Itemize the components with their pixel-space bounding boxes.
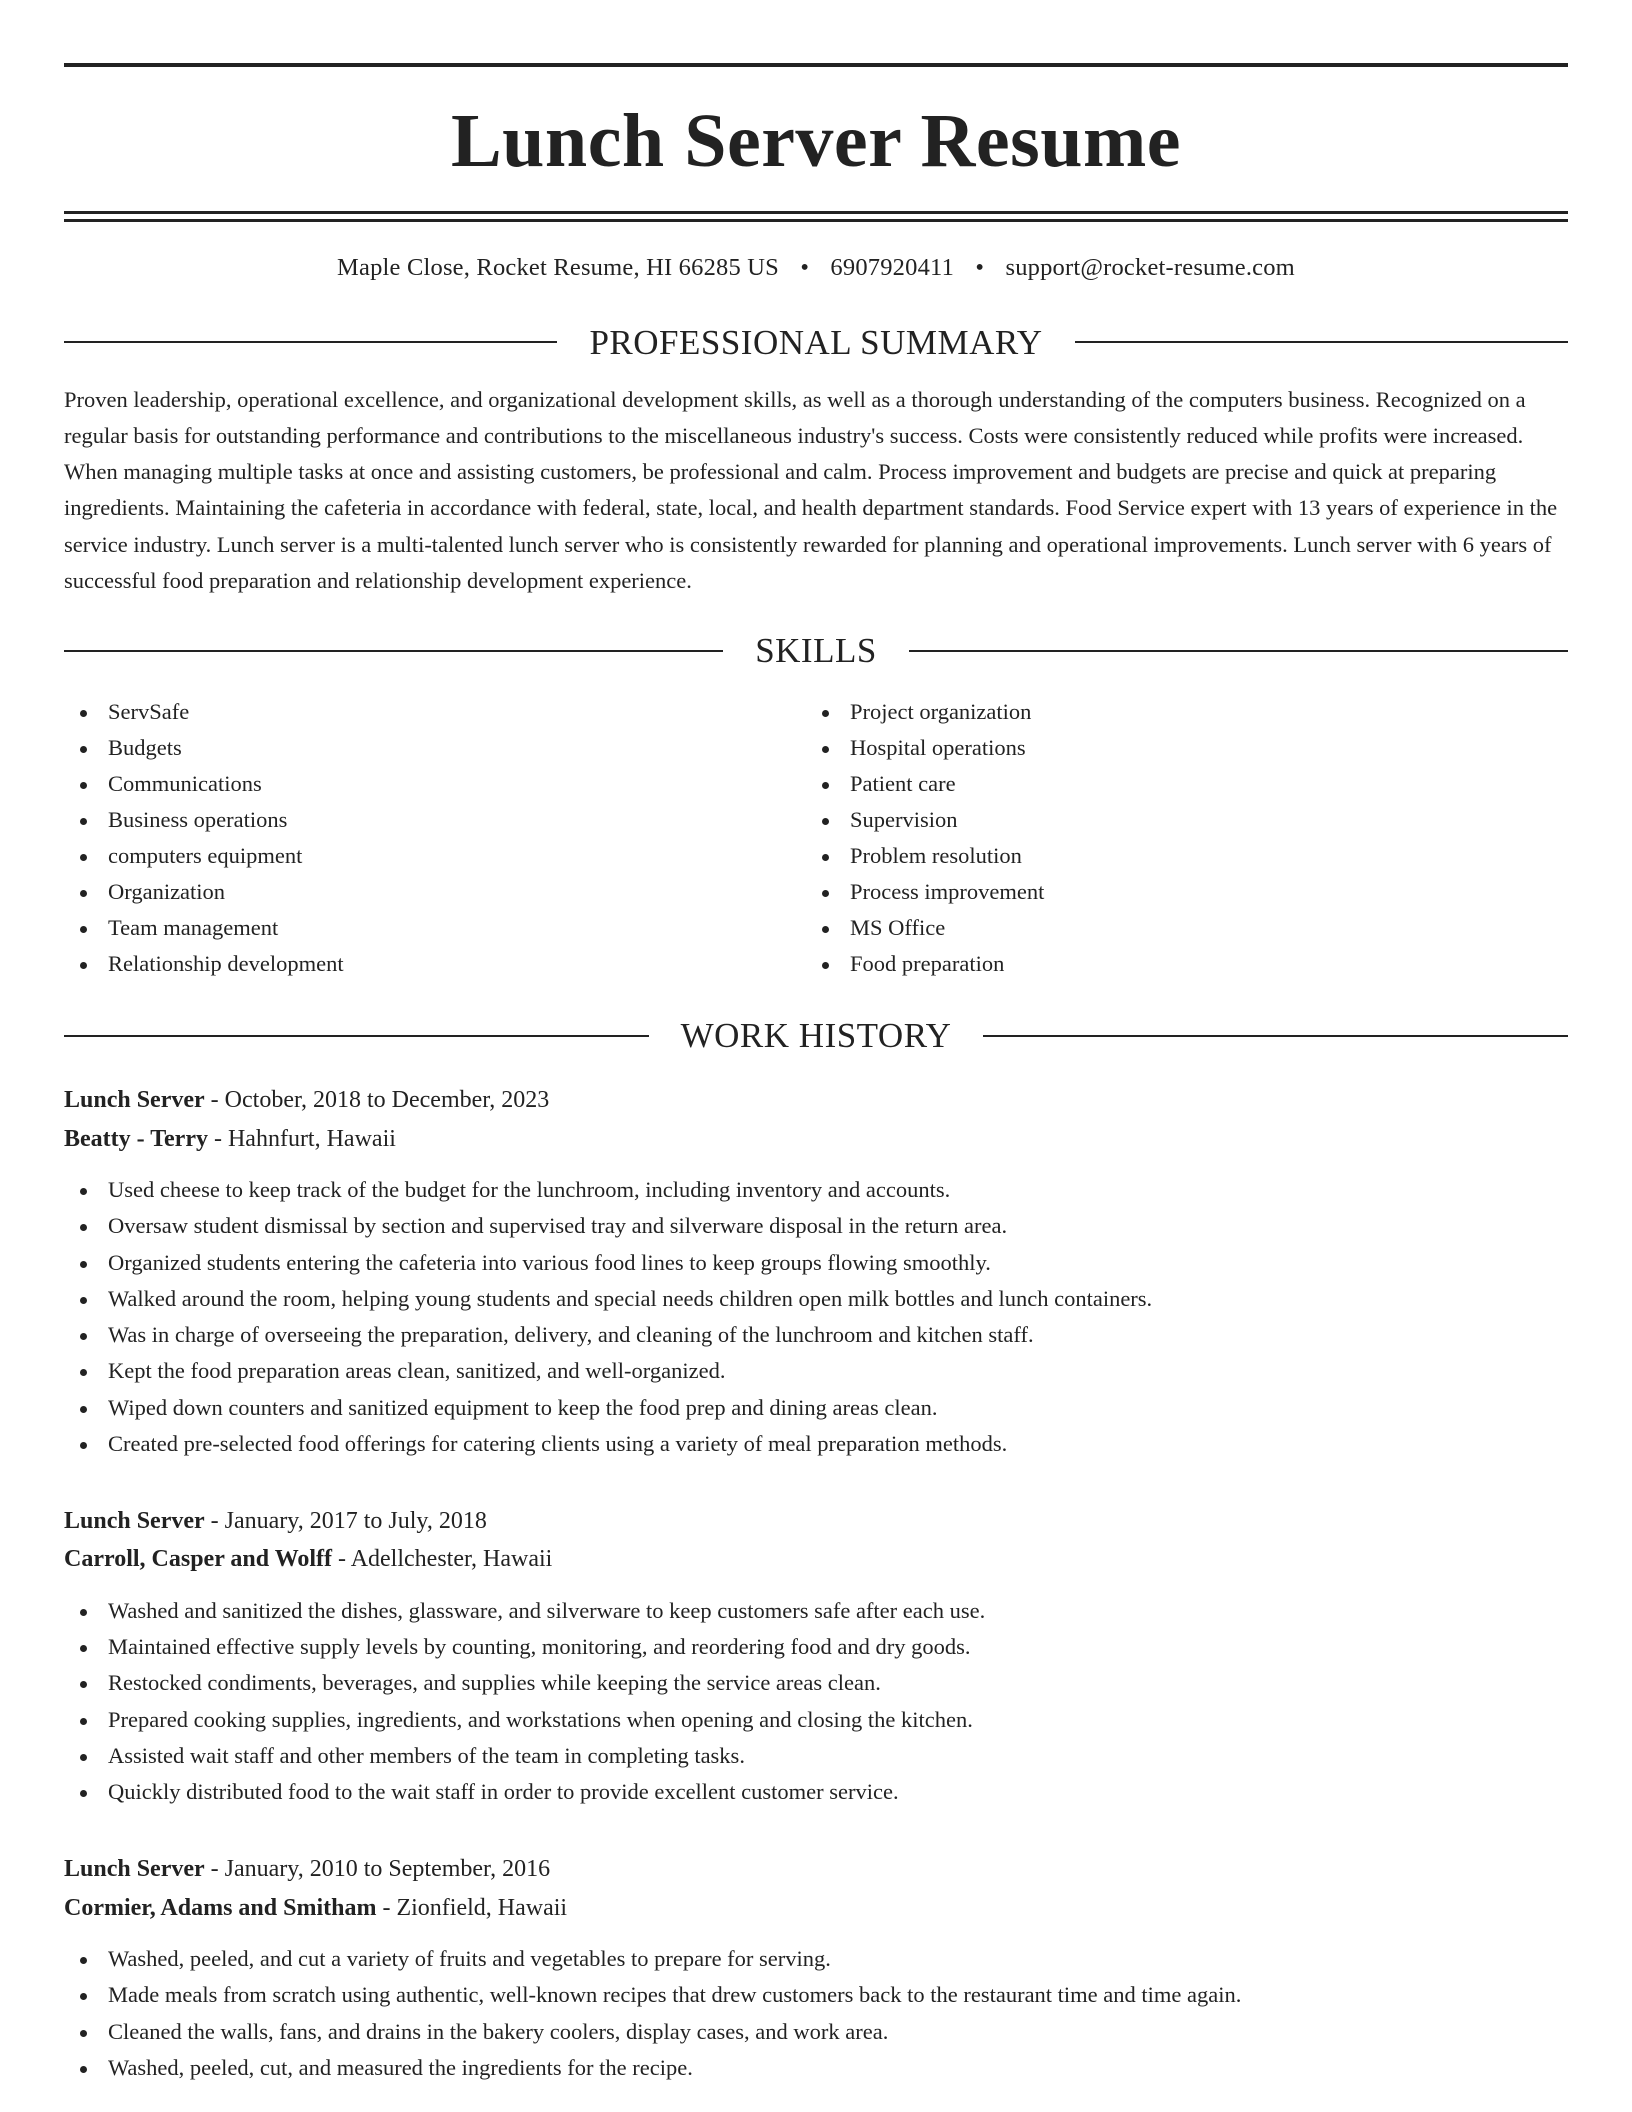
skills-list [64, 694, 1568, 982]
job-entry [64, 1081, 1568, 1462]
title-double-rule [64, 211, 1568, 222]
job-bullet: Washed, peeled, and cut a variety of fruits and vegetables to prepare for serving. [64, 1941, 1568, 1977]
heading-rule [909, 650, 1568, 652]
job-dates: - October, 2018 to December, 2023 [204, 1087, 550, 1114]
summary-heading-label: PROFESSIONAL SUMMARY [589, 322, 1043, 362]
skill-item: Communications [64, 766, 806, 802]
job-title: Lunch Server [64, 1856, 205, 1883]
job-title-line [64, 1502, 1568, 1541]
job-bullet: Washed, peeled, cut, and measured the ingredients for the recipe. [64, 2050, 1568, 2086]
job-bullet: Washed and sanitized the dishes, glassware, and silverware to keep customers safe after each use. [64, 1593, 1568, 1629]
skill-item: Hospital operations [806, 730, 1548, 766]
contact-email: support@rocket-resume.com [1005, 254, 1295, 281]
job-bullet: Used cheese to keep track of the budget for the lunchroom, including inventory and accounts. [64, 1172, 1568, 1208]
job-dates: - January, 2010 to September, 2016 [204, 1856, 551, 1883]
summary-heading [64, 322, 1568, 362]
skill-item: Relationship development [64, 946, 806, 982]
skill-item: Process improvement [806, 874, 1548, 910]
job-bullets [64, 1941, 1568, 2086]
skills-heading [64, 631, 1568, 671]
job-bullet: Kept the food preparation areas clean, sanitized, and well-organized. [64, 1353, 1568, 1389]
job-entry [64, 1502, 1568, 1810]
job-bullet: Cleaned the walls, fans, and drains in the bakery coolers, display cases, and work area. [64, 2014, 1568, 2050]
skill-item: ServSafe [64, 694, 806, 730]
skills-column-right [806, 694, 1548, 982]
skill-item: MS Office [806, 910, 1548, 946]
heading-rule [64, 650, 723, 652]
job-company-line [64, 1540, 1568, 1579]
job-title: Lunch Server [64, 1087, 205, 1114]
job-bullet: Prepared cooking supplies, ingredients, and workstations when opening and closing the kitchen. [64, 1702, 1568, 1738]
contact-line [64, 256, 1568, 281]
contact-phone: 6907920411 [830, 254, 955, 281]
job-title: Lunch Server [64, 1507, 205, 1534]
skills-heading-label: SKILLS [755, 631, 877, 671]
skill-item: Problem resolution [806, 838, 1548, 874]
skill-item: Project organization [806, 694, 1548, 730]
summary-text: Proven leadership, operational excellence, and organizational development skills, as well as a thorough understanding of the computers business. Recognized on a regular basis for outstanding performance and contributions to the miscellaneous industry's success. Costs were consistently reduced while profits were increased. When managing multiple tasks at once and assisting customers, be professional and calm. Process improvement and budgets are precise and quick at preparing ingredients. Maintaining the cafeteria in accordance with federal, state, local, and health department standards. Food Service expert with 13 years of experience in the service industry. Lunch server is a multi-talented lunch server who is consistently rewarded for planning and operational improvements. Lunch server with 6 years of successful food preparation and relationship development experience. [64, 386, 1558, 593]
job-bullet: Maintained effective supply levels by counting, monitoring, and reordering food and dry goods. [64, 1629, 1568, 1665]
work-heading-label: WORK HISTORY [680, 1016, 952, 1056]
skill-item: Patient care [806, 766, 1548, 802]
job-company: Cormier, Adams and Smitham [64, 1894, 377, 1921]
skill-item: Business operations [64, 802, 806, 838]
skill-item: Team management [64, 910, 806, 946]
job-bullet: Was in charge of overseeing the preparation, delivery, and cleaning of the lunchroom and kitchen staff. [64, 1317, 1568, 1353]
job-company: Carroll, Casper and Wolff [64, 1546, 333, 1573]
job-entry [64, 1850, 1568, 2086]
job-bullet: Assisted wait staff and other members of the team in completing tasks. [64, 1738, 1568, 1774]
job-bullet: Organized students entering the cafeteria into various food lines to keep groups flowing smoothly. [64, 1245, 1568, 1281]
job-location: - Hahnfurt, Hawaii [207, 1125, 396, 1152]
job-company: Beatty - Terry [64, 1125, 208, 1152]
work-heading [64, 1016, 1568, 1056]
job-title-line [64, 1081, 1568, 1120]
heading-rule [64, 341, 557, 343]
skill-item: Budgets [64, 730, 806, 766]
contact-address: Maple Close, Rocket Resume, HI 66285 US [337, 254, 779, 281]
heading-rule [1075, 341, 1568, 343]
resume-title: Lunch Server Resume [450, 99, 1182, 183]
job-bullets [64, 1172, 1568, 1462]
job-location: - Adellchester, Hawaii [332, 1546, 553, 1573]
heading-rule [983, 1035, 1568, 1037]
job-bullet: Oversaw student dismissal by section and supervised tray and silverware disposal in the return area. [64, 1208, 1568, 1244]
job-company-line [64, 1120, 1568, 1159]
job-bullet: Created pre-selected food offerings for catering clients using a variety of meal preparation methods. [64, 1426, 1568, 1462]
job-bullets [64, 1593, 1568, 1810]
skill-item: computers equipment [64, 838, 806, 874]
skill-item: Supervision [806, 802, 1548, 838]
heading-rule [64, 1035, 649, 1037]
job-location: - Zionfield, Hawaii [376, 1894, 568, 1921]
job-bullet: Made meals from scratch using authentic, well-known recipes that drew customers back to the restaurant time and time again. [64, 1977, 1568, 2013]
skills-column-left [64, 694, 806, 982]
job-dates: - January, 2017 to July, 2018 [204, 1507, 487, 1534]
contact-separator: • [975, 254, 985, 281]
job-bullet: Wiped down counters and sanitized equipment to keep the food prep and dining areas clean. [64, 1390, 1568, 1426]
top-rule [64, 63, 1568, 67]
job-bullet: Restocked condiments, beverages, and supplies while keeping the service areas clean. [64, 1665, 1568, 1701]
job-company-line [64, 1889, 1568, 1928]
resume-page [64, 63, 1568, 2086]
job-title-line [64, 1850, 1568, 1889]
job-bullet: Quickly distributed food to the wait staff in order to provide excellent customer service. [64, 1774, 1568, 1810]
work-history-list [64, 1081, 1568, 2086]
contact-separator: • [800, 254, 810, 281]
job-bullet: Walked around the room, helping young students and special needs children open milk bottles and lunch containers. [64, 1281, 1568, 1317]
skill-item: Food preparation [806, 946, 1548, 982]
skill-item: Organization [64, 874, 806, 910]
